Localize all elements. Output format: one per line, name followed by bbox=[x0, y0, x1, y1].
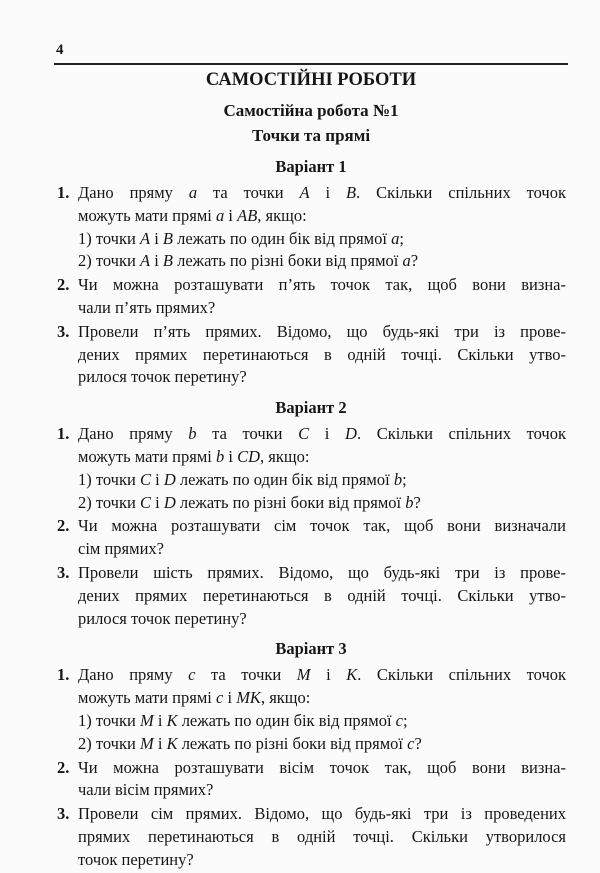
exercise-text-line bbox=[78, 228, 566, 251]
exercise-text-line bbox=[78, 757, 566, 780]
text-segment: 1) точки bbox=[78, 710, 140, 730]
math-variable: C bbox=[139, 469, 151, 489]
math-variable: K bbox=[166, 710, 178, 730]
text-segment: ? bbox=[410, 251, 419, 271]
text-segment: і bbox=[150, 251, 163, 271]
math-variable: c bbox=[395, 710, 403, 730]
exercise-number: 1. bbox=[57, 665, 70, 685]
math-variable: B bbox=[162, 228, 173, 248]
math-variable: a bbox=[391, 228, 400, 248]
text-segment: лежать по різні боки від прямої bbox=[175, 492, 406, 512]
exercise-number: 1. bbox=[57, 183, 70, 202]
text-segment: чали вісім прямих? bbox=[78, 780, 214, 800]
text-segment: рилося точок перетину? bbox=[78, 608, 247, 628]
math-variable: a bbox=[402, 251, 411, 271]
work-title: Самостійна робота №1 bbox=[223, 101, 399, 120]
text-segment: і bbox=[150, 469, 164, 489]
variant-heading: Варіант 1 bbox=[275, 157, 347, 176]
text-segment: Чи можна розташувати п’ять точок так, щоб вони визна- bbox=[78, 275, 566, 295]
math-variable: b bbox=[393, 469, 403, 489]
math-variable: b bbox=[188, 424, 197, 444]
math-variable: D bbox=[345, 424, 357, 444]
exercise-item bbox=[56, 803, 566, 871]
math-variable: D bbox=[163, 492, 176, 512]
exercise-item bbox=[56, 757, 566, 803]
exercise-text-line bbox=[78, 687, 566, 710]
math-variable: AB bbox=[237, 205, 258, 225]
exercise-text-line bbox=[78, 608, 566, 631]
exercise-number: 2. bbox=[57, 275, 70, 295]
text-segment: Провели п’ять прямих. Відомо, що будь-які три із прове- bbox=[78, 321, 566, 341]
exercise-text-line bbox=[78, 779, 566, 802]
exercise-number: 3. bbox=[57, 321, 70, 341]
math-variable: a bbox=[188, 183, 198, 202]
text-segment: і bbox=[150, 492, 164, 512]
text-segment: Провели сім прямих. Відомо, що будь-які три із проведених bbox=[78, 804, 566, 824]
text-segment: 2) точки bbox=[78, 251, 140, 271]
exercise-text-line bbox=[78, 423, 566, 446]
math-variable: A bbox=[139, 251, 151, 271]
exercise-text-line bbox=[78, 182, 566, 205]
exercise-number: 3. bbox=[57, 562, 70, 582]
text-segment: прямих перетинаються в одній точці. Скільки утворилося bbox=[78, 826, 566, 846]
text-segment: та точки bbox=[196, 424, 299, 444]
text-segment: і bbox=[153, 710, 167, 730]
text-segment: лежать по один бік від прямої bbox=[177, 710, 396, 730]
exercise-text-line bbox=[78, 205, 566, 228]
page-content bbox=[56, 66, 566, 872]
exercise-text-line bbox=[78, 585, 566, 608]
math-variable: c bbox=[407, 733, 415, 753]
text-segment: . Скільки спільних точок bbox=[356, 424, 566, 444]
exercise-text-line bbox=[78, 250, 566, 273]
exercise-text-line bbox=[78, 710, 566, 733]
text-segment: дених прямих перетинаються в одній точці. Скільки утво- bbox=[78, 585, 566, 605]
exercise-text-line bbox=[78, 492, 566, 515]
text-segment: . Скільки спільних точок bbox=[357, 665, 567, 685]
text-segment: і bbox=[150, 228, 163, 248]
math-variable: b bbox=[216, 446, 225, 466]
text-segment: можуть мати прямі bbox=[78, 688, 217, 708]
header-rule bbox=[54, 63, 568, 65]
text-segment: Чи можна розташувати сім точок так, щоб вони визначали bbox=[78, 516, 566, 536]
text-segment: і bbox=[223, 688, 237, 708]
text-segment: , якщо: bbox=[260, 446, 310, 466]
math-variable: D bbox=[163, 469, 176, 489]
exercise-text-line bbox=[78, 562, 566, 585]
exercise-text-line bbox=[78, 515, 566, 538]
page-number: 4 bbox=[56, 42, 64, 58]
math-variable: c bbox=[188, 665, 196, 685]
math-variable: C bbox=[298, 424, 310, 444]
section-title: САМОСТІЙНІ РОБОТИ bbox=[205, 70, 417, 90]
text-segment: 1) точки bbox=[78, 469, 140, 489]
exercise-text-line bbox=[78, 803, 566, 826]
text-segment: 2) точки bbox=[78, 492, 140, 512]
text-segment: сім прямих? bbox=[78, 539, 164, 559]
text-segment: і bbox=[153, 733, 167, 753]
text-segment: . Скільки спільних точок bbox=[356, 183, 566, 202]
exercise-text-line bbox=[78, 538, 566, 561]
text-segment: , якщо: bbox=[260, 688, 311, 708]
math-variable: M bbox=[139, 733, 154, 753]
exercise-item bbox=[56, 274, 566, 320]
exercise-item bbox=[56, 562, 566, 630]
exercise-item bbox=[56, 515, 566, 561]
text-segment: і bbox=[224, 205, 238, 225]
math-variable: A bbox=[299, 183, 310, 202]
text-segment: , якщо: bbox=[257, 205, 307, 225]
exercise-number: 2. bbox=[57, 757, 70, 777]
exercise-number: 1. bbox=[57, 424, 70, 444]
text-segment: та точки bbox=[197, 183, 300, 202]
math-variable: b bbox=[405, 492, 414, 512]
exercise-item bbox=[56, 423, 566, 514]
exercise-number: 2. bbox=[57, 516, 70, 536]
text-segment: чали п’ять прямих? bbox=[78, 297, 216, 317]
text-segment: і bbox=[309, 183, 347, 202]
exercise-text-line bbox=[78, 469, 566, 492]
text-segment: ; bbox=[399, 228, 404, 248]
math-variable: M bbox=[296, 665, 311, 685]
exercise-text-line bbox=[78, 297, 566, 320]
variant-heading: Варіант 3 bbox=[275, 639, 347, 659]
text-segment: і bbox=[310, 665, 347, 685]
math-variable: C bbox=[139, 492, 151, 512]
math-variable: K bbox=[166, 733, 178, 753]
exercise-item bbox=[56, 321, 566, 389]
text-segment: лежать по різні боки від прямої bbox=[173, 251, 403, 271]
text-segment: ? bbox=[413, 492, 421, 512]
variants bbox=[56, 154, 566, 872]
text-segment: ; bbox=[403, 710, 408, 730]
text-segment: дених прямих перетинаються в одній точці. Скільки утво- bbox=[78, 344, 566, 364]
exercise-text-line bbox=[78, 849, 566, 872]
exercise-text-line bbox=[78, 274, 566, 297]
exercise-text-line bbox=[78, 366, 566, 389]
text-segment: та точки bbox=[195, 665, 297, 685]
math-variable: B bbox=[162, 251, 173, 271]
variant-heading: Варіант 2 bbox=[275, 398, 347, 418]
exercise-text-line bbox=[78, 664, 566, 687]
text-segment: Провели шість прямих. Відомо, що будь-які три із прове- bbox=[78, 562, 566, 582]
text-segment: лежать по один бік від прямої bbox=[173, 228, 392, 248]
text-segment: Дано пряму bbox=[78, 183, 189, 202]
text-segment: можуть мати прямі bbox=[78, 446, 217, 466]
text-segment: точок перетину? bbox=[78, 849, 194, 869]
exercise-text-line bbox=[78, 321, 566, 344]
exercise-text-line bbox=[78, 446, 566, 469]
text-segment: можуть мати прямі bbox=[78, 205, 217, 225]
exercise-text-line bbox=[78, 826, 566, 849]
exercise-item bbox=[56, 664, 566, 755]
math-variable: M bbox=[139, 710, 154, 730]
text-segment: Дано пряму bbox=[78, 665, 189, 685]
exercise-text-line bbox=[78, 344, 566, 367]
text-segment: лежать по різні боки від прямої bbox=[177, 733, 408, 753]
text-segment: Дано пряму bbox=[78, 424, 189, 444]
text-segment: ? bbox=[414, 733, 422, 753]
text-segment: 2) точки bbox=[78, 733, 140, 753]
text-segment: Чи можна розташувати вісім точок так, щоб вони визна- bbox=[78, 757, 566, 777]
math-variable: MK bbox=[236, 688, 261, 708]
exercise-text-line bbox=[78, 733, 566, 756]
text-segment: і bbox=[224, 446, 238, 466]
math-variable: K bbox=[346, 665, 358, 685]
text-segment: ; bbox=[402, 469, 407, 489]
math-variable: a bbox=[216, 205, 225, 225]
topic-title: Точки та прямі bbox=[251, 126, 371, 145]
math-variable: CD bbox=[237, 446, 261, 466]
math-variable: A bbox=[139, 228, 151, 248]
text-segment: і bbox=[309, 424, 346, 444]
math-variable: c bbox=[216, 688, 224, 708]
text-segment: 1) точки bbox=[78, 228, 140, 248]
text-segment: лежать по один бік від прямої bbox=[175, 469, 394, 489]
exercise-item bbox=[56, 182, 566, 273]
text-segment: рилося точок перетину? bbox=[78, 367, 247, 387]
exercise-number: 3. bbox=[57, 804, 70, 824]
math-variable: B bbox=[346, 183, 357, 202]
